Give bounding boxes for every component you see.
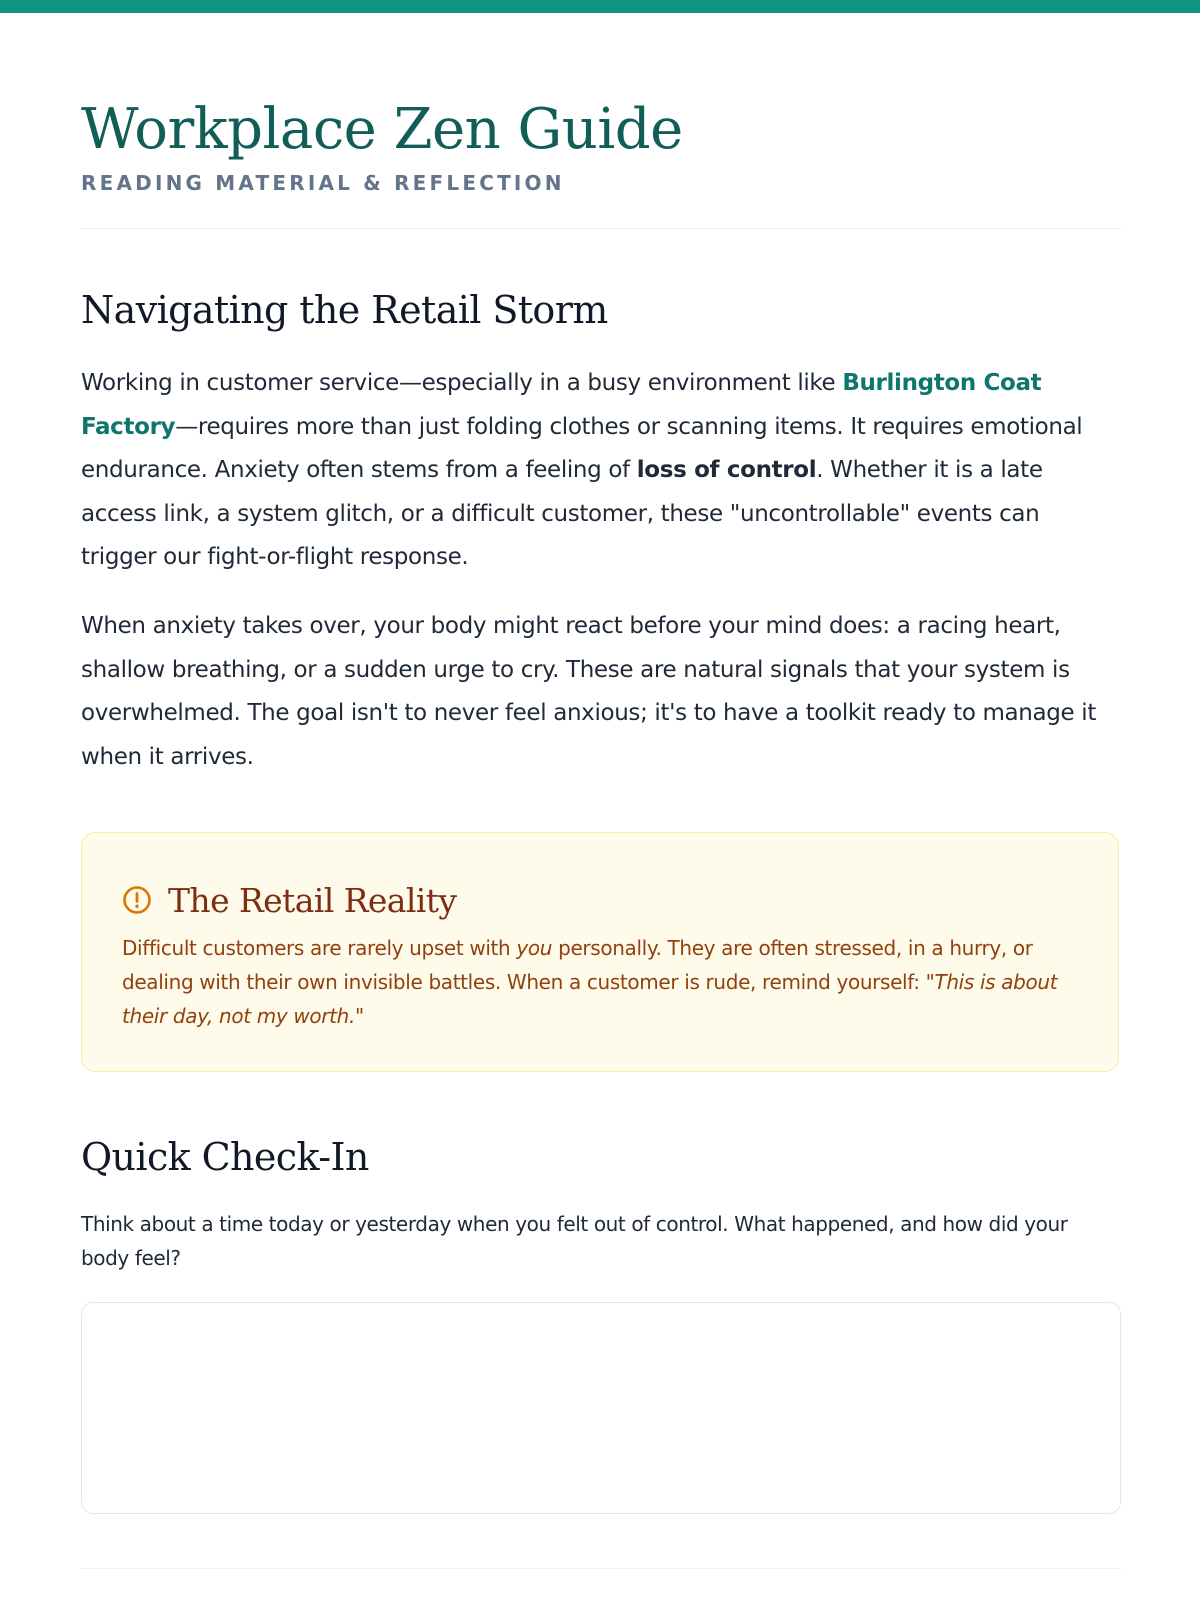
alert-circle-icon	[122, 885, 152, 915]
callout-retail-reality	[81, 832, 1119, 1072]
page-subtitle: READING MATERIAL & REFLECTION	[81, 171, 565, 195]
callout-header	[122, 875, 456, 925]
check-in-prompt: Think about a time today or yesterday when you felt out of control. What happened, and how did your body feel?	[81, 1212, 1068, 1270]
brand-name: Burlington Coat Factory	[81, 370, 1042, 440]
paragraph-intro-text-2: —requires more than just folding clothes or scanning items. It requires emotional endurance. Anxiety often stems from a feeling of	[81, 413, 1083, 483]
header-divider	[81, 228, 1121, 229]
paragraph-intro-text-3: . Whether it is a late access link, a system glitch, or a difficult customer, these "uncontrollable" events can trigger our fight-or-flight response.	[81, 457, 1043, 570]
emphasis-loss-of-control: loss of control	[636, 457, 817, 483]
top-accent-bar	[0, 0, 1200, 13]
reflection-textarea[interactable]	[81, 1302, 1121, 1514]
callout-body	[122, 931, 1077, 1033]
paragraph-intro-text-1: Working in customer service—especially in a busy environment like	[81, 370, 843, 396]
section-heading-check-in: Quick Check-In	[81, 1135, 369, 1179]
callout-text-2: personally. They are often stressed, in a hurry, or dealing with their own invisible battles. When a customer is rude, remind yourself:	[122, 936, 1033, 994]
callout-text-1: Difficult customers are rarely upset with	[122, 936, 517, 960]
callout-title: The Retail Reality	[168, 880, 457, 920]
footer-divider	[81, 1568, 1121, 1569]
paragraph-anxiety: When anxiety takes over, your body might react before your mind does: a racing heart, shallow breathing, or a sudden urge to cry. These are natural signals that your system is overwhelmed. The goal isn't to never feel anxious; it's to have a toolkit ready to manage it when it arrives.	[81, 613, 1096, 770]
section-heading-retail-storm: Navigating the Retail Storm	[81, 288, 608, 332]
page-title: Workplace Zen Guide	[81, 97, 683, 162]
paragraph-intro	[81, 362, 1121, 580]
callout-emphasis-you: you	[516, 936, 553, 960]
callout-quote: "This is about their day, not my worth."	[122, 970, 1058, 1028]
